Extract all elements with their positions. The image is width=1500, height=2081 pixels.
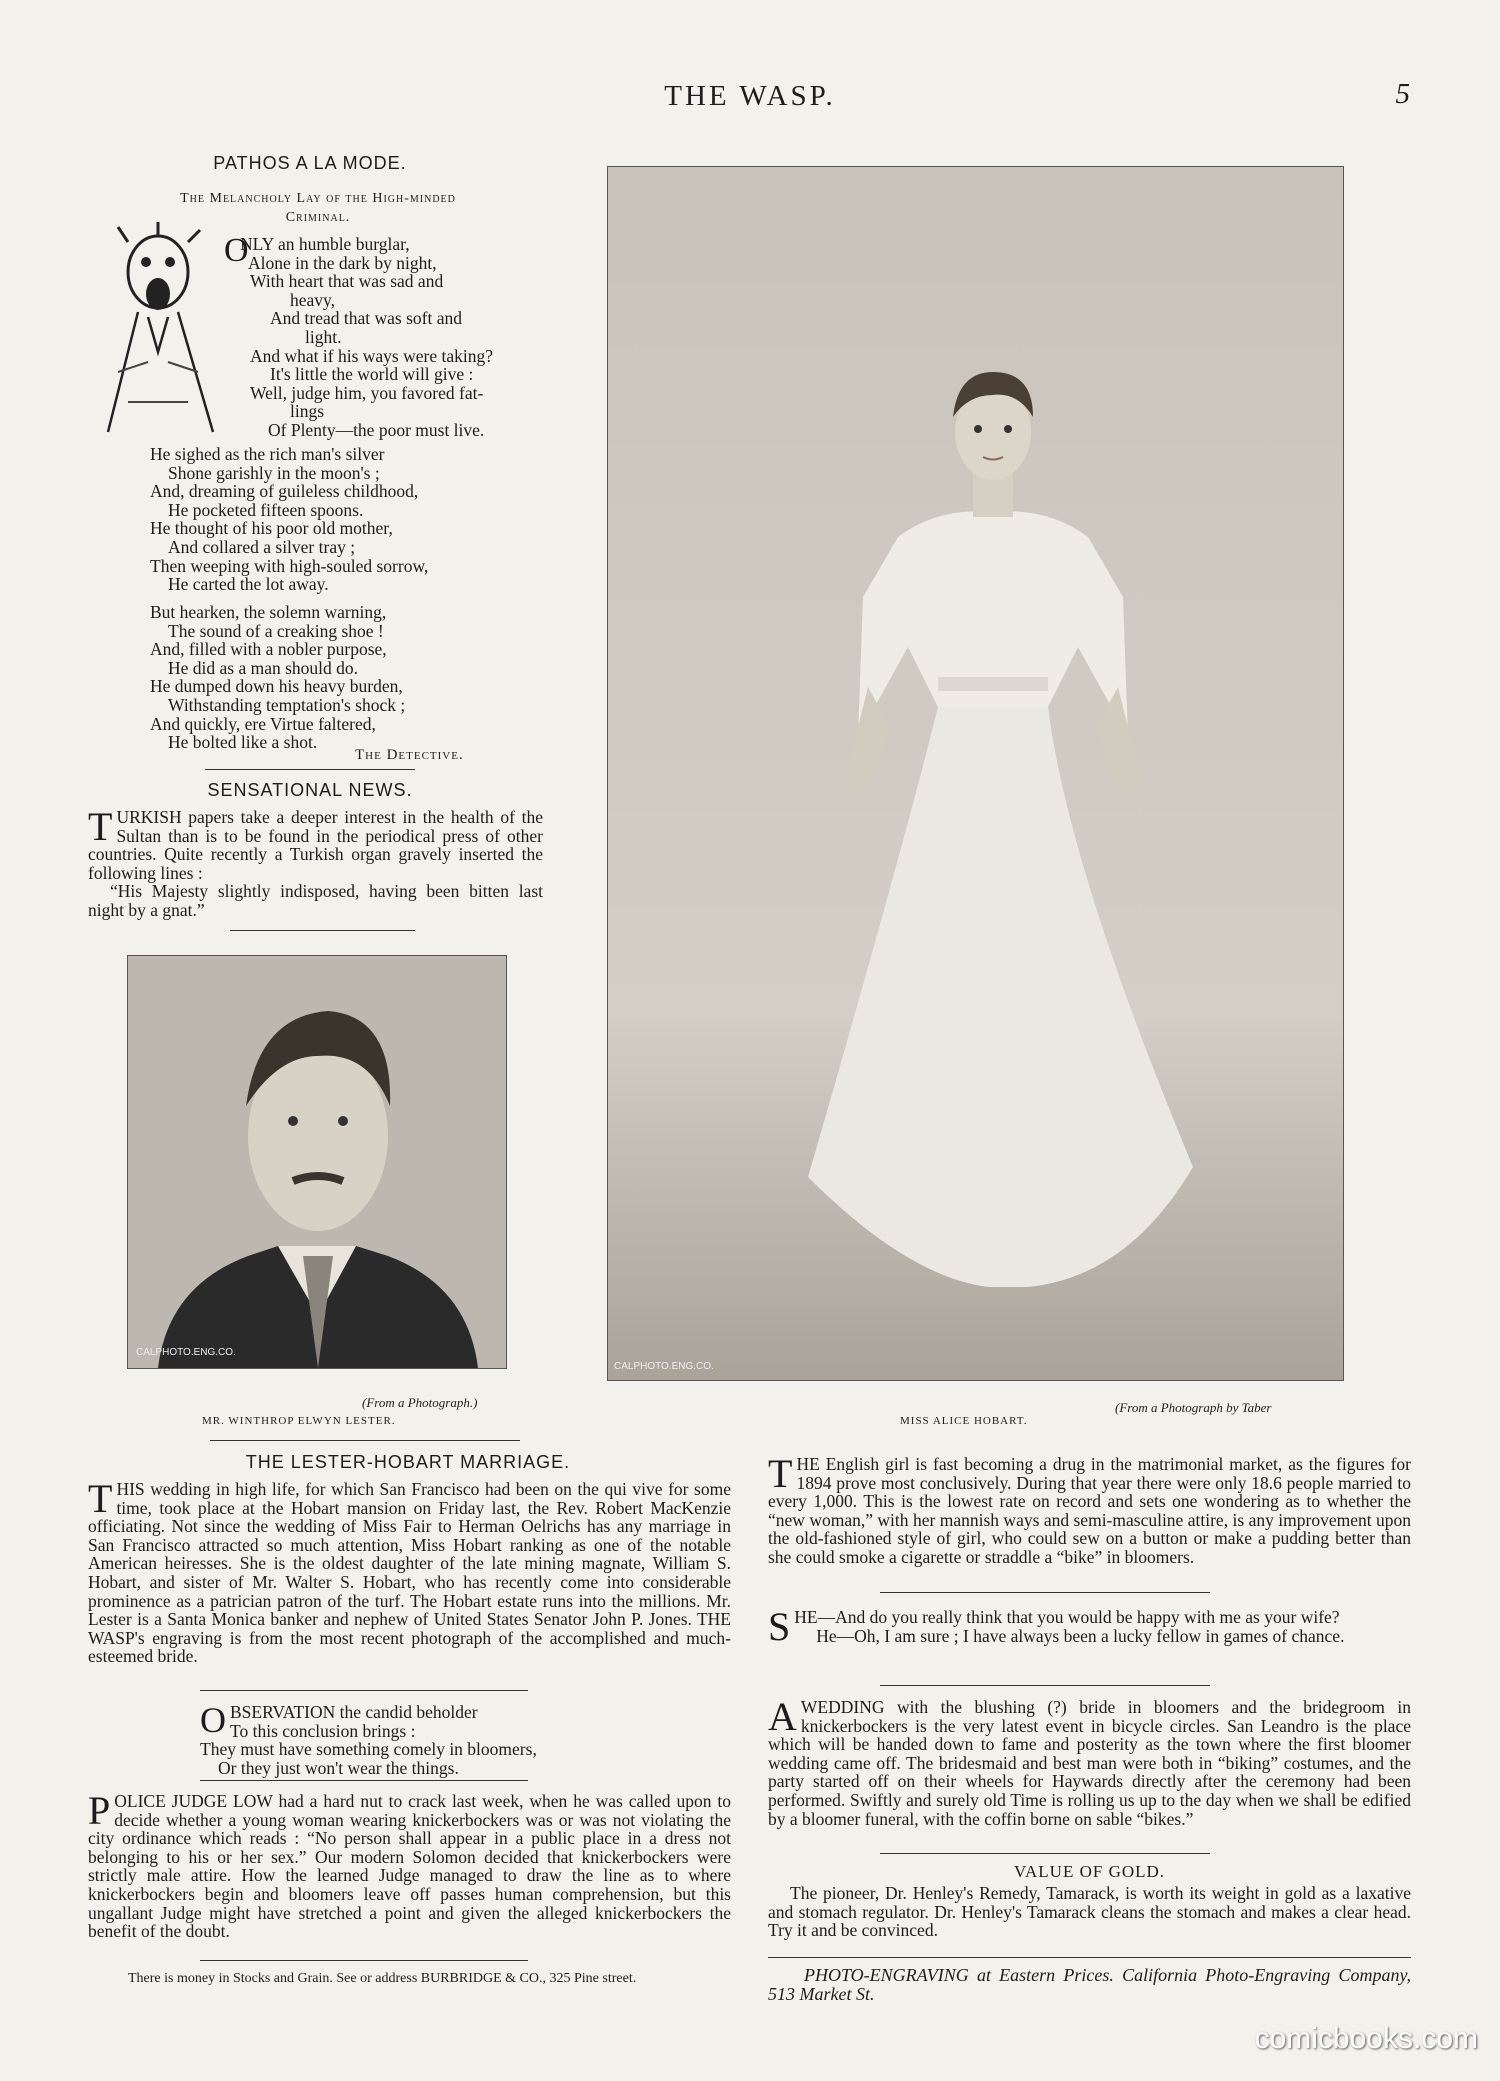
poem-line: Then weeping with high-souled sorrow, <box>150 555 429 576</box>
caption-lester: MR. WINTHROP ELWYN LESTER. <box>202 1415 396 1427</box>
sensational-title: SENSATIONAL NEWS. <box>207 780 413 800</box>
drop-cap: T <box>768 1451 793 1496</box>
caption-hobart: MISS ALICE HOBART. <box>900 1415 1028 1427</box>
marriage-text: HIS wedding in high life, for which San Francisco had been on the qui vive for some time, took place at the Hobart mansion on Friday last, the Rev. Robert MacKenzie officiating. Not since the wedding of Miss Fair to Herman Oelrichs has any marriage in San Francisco attracted so much attention, Miss Hobart ranking as one of the notable American heiresses. She is the oldest daughter of the late mining magnate, William S. Hobart, and sister of Mr. Walter S. Hobart, who has recently come into considerable prominence as a patrician patron of the turf. The Hobart estate runs into the millions. Mr. Lester is a Santa Monica banker and nephew of United States Senator John P. Jones. THE WASP's engraving is from the most recent photograph of the accomplished and much-esteemed bride. <box>88 1479 731 1667</box>
poem-line: NLY an humble burglar, <box>240 234 410 254</box>
photo-credit: CALPHOTO.ENG.CO. <box>136 1347 236 1358</box>
poem-line: He sighed as the rich man's silver <box>150 444 385 464</box>
photo-source-right: (From a Photograph by Taber <box>1115 1400 1272 1415</box>
poem-line: He pocketed fifteen spoons. <box>168 499 364 520</box>
poem-line: To this conclusion brings : <box>230 1720 416 1741</box>
poem-line: BSERVATION the candid beholder <box>230 1702 478 1722</box>
english-girl-text: HE English girl is fast becoming a drug in the matrimonial market, as the figures for 1894 prove most conclusively. During that year there were only 18.6 people married to every 1,000. This is the lowest rate on record and sets one wondering as to whether the “new woman,” with her mannish ways and semi-masculine attire, is any improvement upon the old-fashioned style of girl, who could sew on a button or make a pudding better than she could smoke a cigarette or straddle a “bike” in bloomers. <box>768 1454 1411 1567</box>
poem-line: Alone in the dark by night, <box>248 252 437 273</box>
drop-cap: A <box>768 1694 797 1739</box>
photo-source-left: (From a Photograph.) <box>362 1395 478 1410</box>
gold-text: The pioneer, Dr. Henley's Remedy, Tamarack, is worth its weight in gold as a laxative and stomach regulator. Dr. Henley's Tamarack cleans the stomach and makes a clear head. Try it and be convinced. <box>768 1883 1411 1941</box>
she-he-joke <box>768 1604 1411 1649</box>
divider <box>880 1592 1210 1593</box>
poem-line: Of Plenty—the poor must live. <box>268 419 485 440</box>
sensational-text: URKISH papers take a deeper interest in the health of the Sultan than is to be found in the periodical press of other countries. Quite recently a Turkish organ gravely inserted the following lines : <box>88 807 543 883</box>
sensational-quote: “His Majesty slightly indisposed, having been bitten last night by a gnat.” <box>88 881 543 920</box>
pathos-stanza-3 <box>150 603 550 752</box>
divider <box>205 769 415 770</box>
poem-line: And collared a silver tray ; <box>168 536 356 557</box>
poem-line: light. <box>305 326 342 347</box>
drop-cap: S <box>768 1604 791 1649</box>
marriage-article <box>88 1476 731 1667</box>
portrait-lester-figure <box>128 956 506 1368</box>
sensational-article <box>88 804 543 920</box>
portrait-hobart <box>607 166 1344 1381</box>
poem-line: Or they just won't wear the things. <box>218 1757 459 1778</box>
burglar-illustration <box>88 222 228 440</box>
he-text: He—Oh, I am sure ; I have always been a lucky fellow in games of chance. <box>816 1625 1345 1646</box>
poem-line: He thought of his poor old mother, <box>150 518 393 539</box>
pathos-subtitle-line1: The Melancholy Lay of the High-minded <box>180 191 456 206</box>
divider <box>230 930 415 931</box>
poem-line: It's little the world will give : <box>270 364 474 385</box>
divider <box>210 1440 520 1441</box>
divider <box>768 1957 1411 1958</box>
police-text: OLICE JUDGE LOW had a hard nut to crack last week, when he was called upon to decide whether a young woman wearing knickerbockers was or was not violating the city ordinance which reads : “No person shall appear in a public place in a dress not belonging to his or her sex.” Our modern Solomon decided that knickerbockers were strictly male attire. How the learned Judge managed to draw the line as to where knickerbockers begin and bloomers leave off passes human comprehension, but this ungallant Judge might have stretched a point and given the alleged knickerbockers the benefit of the doubt. <box>88 1791 731 1942</box>
divider <box>880 1853 1210 1854</box>
poem-line: But hearken, the solemn warning, <box>150 602 387 622</box>
poem-line: Well, judge him, you favored fat- <box>250 382 484 403</box>
poem-line: And what if his ways were taking? <box>250 345 493 366</box>
poem-line: And, dreaming of guileless childhood, <box>150 481 419 502</box>
divider <box>200 1780 528 1781</box>
poem-line: He bolted like a shot. <box>168 732 318 753</box>
divider <box>200 1960 528 1961</box>
page-number: 5 <box>1395 78 1410 110</box>
gold-title: VALUE OF GOLD. <box>1013 1862 1166 1881</box>
poem-line: He did as a man should do. <box>168 657 359 678</box>
wedding-article <box>768 1694 1411 1829</box>
masthead-title: THE WASP. <box>664 80 836 112</box>
divider <box>200 1690 528 1691</box>
portrait-hobart-figure <box>608 167 1343 1380</box>
photo-credit: CALPHOTO.ENG.CO. <box>614 1361 714 1372</box>
poem-line: And tread that was soft and <box>270 308 462 329</box>
poem-line: He dumped down his heavy burden, <box>150 676 403 697</box>
she-text: HE—And do you really think that you would be happy with me as your wife? <box>794 1607 1340 1627</box>
pathos-subtitle-line2: Criminal. <box>285 209 351 225</box>
marriage-title: THE LESTER-HOBART MARRIAGE. <box>245 1452 571 1472</box>
poem-line: They must have something comely in bloomers, <box>200 1739 537 1760</box>
poem-line: lings <box>290 401 325 422</box>
poem-line: And, filled with a nobler purpose, <box>150 639 387 660</box>
drop-cap: O <box>200 1700 226 1740</box>
drop-cap-o: O <box>224 232 249 269</box>
drop-cap: T <box>88 804 113 849</box>
poem-line: He carted the lot away. <box>168 574 329 595</box>
watermark: comicbooks.com <box>1254 2022 1478 2055</box>
english-girl-article <box>768 1451 1411 1567</box>
wedding-text: WEDDING with the blushing (?) bride in bloomers and the bridegroom in knickerbockers is the very latest event in bicycle circles. San Leandro is the place which will be handed down to fame and posterity as the town where the first bloomer wedding came off. The bridesmaid and best man were both in “biking” costumes, and the party started off on their wheels for Haywards directly after the ceremony had been performed. Swiftly and surely old Time is rolling us up to the day when we shall be edified by a bloomer funeral, with the coffin borne on sable “bikes.” <box>768 1697 1411 1829</box>
poem-line: With heart that was sad and <box>250 271 444 292</box>
pathos-signature: The Detective. <box>355 747 464 763</box>
poem-line: Withstanding temptation's shock ; <box>168 694 406 715</box>
poem-line: The sound of a creaking shoe ! <box>168 620 384 641</box>
drop-cap: P <box>88 1788 111 1833</box>
poem-line: heavy, <box>290 289 336 310</box>
police-article <box>88 1788 731 1942</box>
portrait-lester <box>127 955 507 1369</box>
pathos-stanza-2 <box>150 445 550 594</box>
ad-photo-engraving: PHOTO-ENGRAVING at Eastern Prices. California Photo-Engraving Company, 513 Market St. <box>768 1965 1411 2004</box>
observation-poem <box>200 1700 650 1778</box>
ad-burbridge: There is money in Stocks and Grain. See or address BURBRIDGE & CO., 325 Pine street. <box>128 1971 637 1986</box>
divider <box>880 1685 1210 1686</box>
drop-cap: T <box>88 1476 113 1521</box>
pathos-title: PATHOS A LA MODE. <box>213 153 407 173</box>
poem-line: Shone garishly in the moon's ; <box>168 462 380 483</box>
poem-line: And quickly, ere Virtue faltered, <box>150 713 376 734</box>
pathos-stanza-1 <box>224 232 550 440</box>
